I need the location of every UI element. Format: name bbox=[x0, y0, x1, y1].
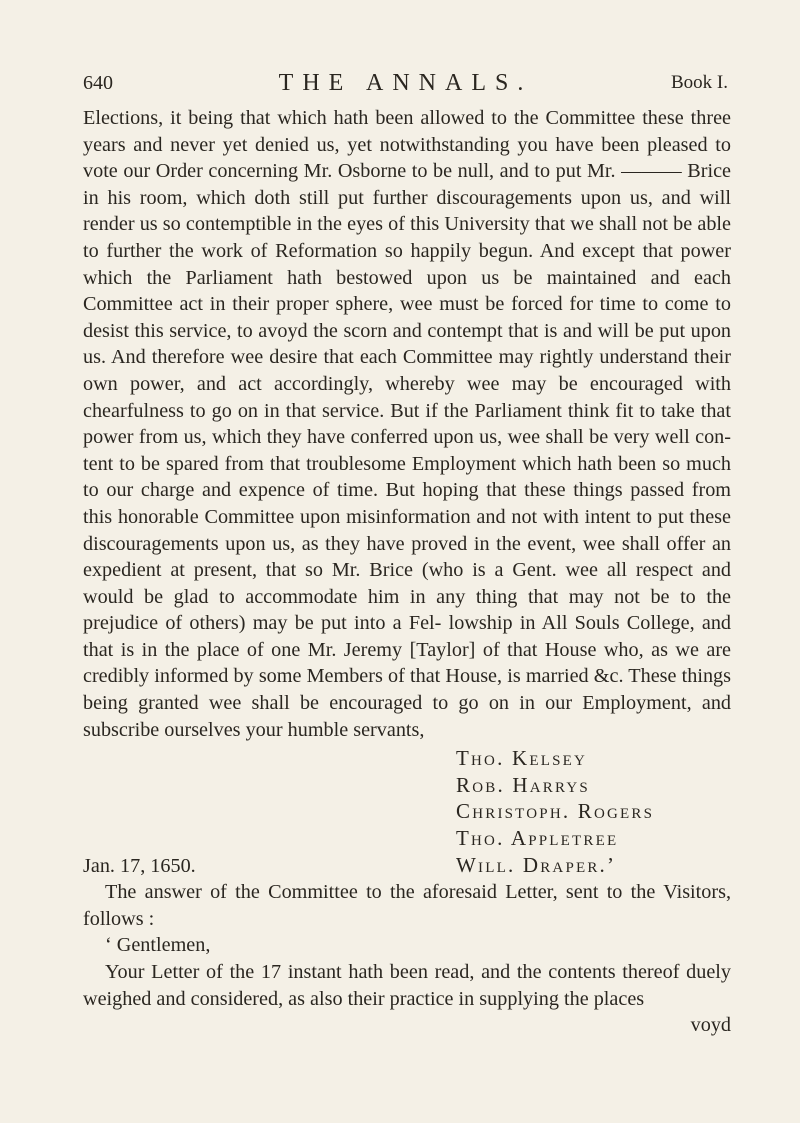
text-line: be encouraged to go on in our Employment, and subscribe ourselves your bbox=[83, 692, 732, 741]
catchword: voyd bbox=[690, 1014, 731, 1037]
letter-date: Jan. 17, 1650. bbox=[83, 855, 196, 878]
text-line: passed from this honorable Committee upon misinformation and not with bbox=[83, 479, 731, 528]
text-line: thing that may not be to the prejudice of others) may be put into a Fel- bbox=[83, 585, 732, 635]
text-line: a Gent. wee all respect and would be glad to accommodate him in any bbox=[83, 559, 732, 608]
text-line: from us, which they have conferred upon us, wee shall be very well con- bbox=[138, 426, 731, 449]
signatory: Rob. Harrys bbox=[456, 772, 590, 797]
text-line: tent to be spared from that troublesome Employment which hath been so bbox=[83, 452, 681, 475]
text-line: begun. And except that power which the Parliament hath bestowed bbox=[83, 239, 731, 289]
text-line: Mr. ——— Brice in his room, which doth still put further discouragements bbox=[83, 160, 731, 209]
text-line: wee must be forced for time to come to desist this service, to avoyd the bbox=[83, 293, 731, 342]
answer-intro: The answer of the Committee to the aforesaid Letter, sent to the Visitors, follows : bbox=[83, 881, 731, 930]
reply-paragraph bbox=[83, 959, 731, 1012]
signatory: Christoph. Rogers bbox=[456, 799, 655, 824]
text-line: of that House, is married &c. These things being granted wee shall bbox=[83, 665, 732, 715]
text-line: pleased to vote our Order concerning Mr. Osborne to be null, and to put bbox=[83, 133, 732, 183]
text-line: Your Letter of the 17 instant hath been read, and the contents thereof bbox=[105, 961, 680, 984]
text-line: humble servants, bbox=[287, 718, 425, 741]
text-line: scorn and contempt that is and will be put upon us. And therefore wee bbox=[83, 319, 732, 369]
text-line: lowship in All Souls College, and that is in the place of one Mr. Jeremy bbox=[83, 612, 732, 661]
text-line: duely weighed and considered, as also their practice in supplying the places bbox=[83, 961, 731, 1010]
text-line: act accordingly, whereby wee may be encouraged with chearfulness to go bbox=[83, 372, 732, 422]
text-line: intent to put these discouragements upon us, as they have proved in the bbox=[83, 505, 731, 555]
text-line: Elections, it being that which hath been allowed to the Committee these bbox=[83, 107, 684, 129]
text-line: much to our charge and expence of time. But hoping that these things bbox=[83, 452, 732, 502]
running-header bbox=[83, 66, 728, 100]
text-line: [Taylor] of that House who, as we are credibly informed by some Members bbox=[83, 638, 731, 688]
signatories bbox=[456, 745, 654, 878]
page-number: 640 bbox=[83, 72, 113, 94]
text-line: on in that service. But if the Parliament think fit to take that power bbox=[83, 399, 731, 449]
signature-block bbox=[83, 745, 731, 879]
signatory: Tho. Appletree bbox=[456, 826, 619, 851]
signatory: Will. Draper.’ bbox=[456, 852, 617, 877]
letter-paragraph bbox=[83, 105, 731, 743]
text-line: event, wee shall offer an expedient at present, that so Mr. Brice (who is bbox=[83, 532, 732, 582]
salutation: ‘ Gentlemen, bbox=[105, 934, 211, 957]
page-body bbox=[83, 105, 731, 1039]
book-label: Book I. bbox=[671, 72, 728, 93]
signatory: Tho. Kelsey bbox=[456, 746, 588, 771]
text-line: upon us be maintained and each Committee act in their proper sphere, bbox=[83, 266, 731, 316]
text-line: upon us, and will render us so contemptible in the eyes of this University bbox=[83, 186, 731, 236]
running-title: THE ANNALS. bbox=[278, 70, 533, 96]
text-line: that we shall not be able to further the work of Reformation so happily bbox=[83, 213, 731, 262]
text-line: desire that each Committee may rightly understand their own power, and bbox=[83, 346, 731, 395]
text-line: three years and never yet denied us, yet notwithstanding you have been bbox=[83, 107, 732, 156]
